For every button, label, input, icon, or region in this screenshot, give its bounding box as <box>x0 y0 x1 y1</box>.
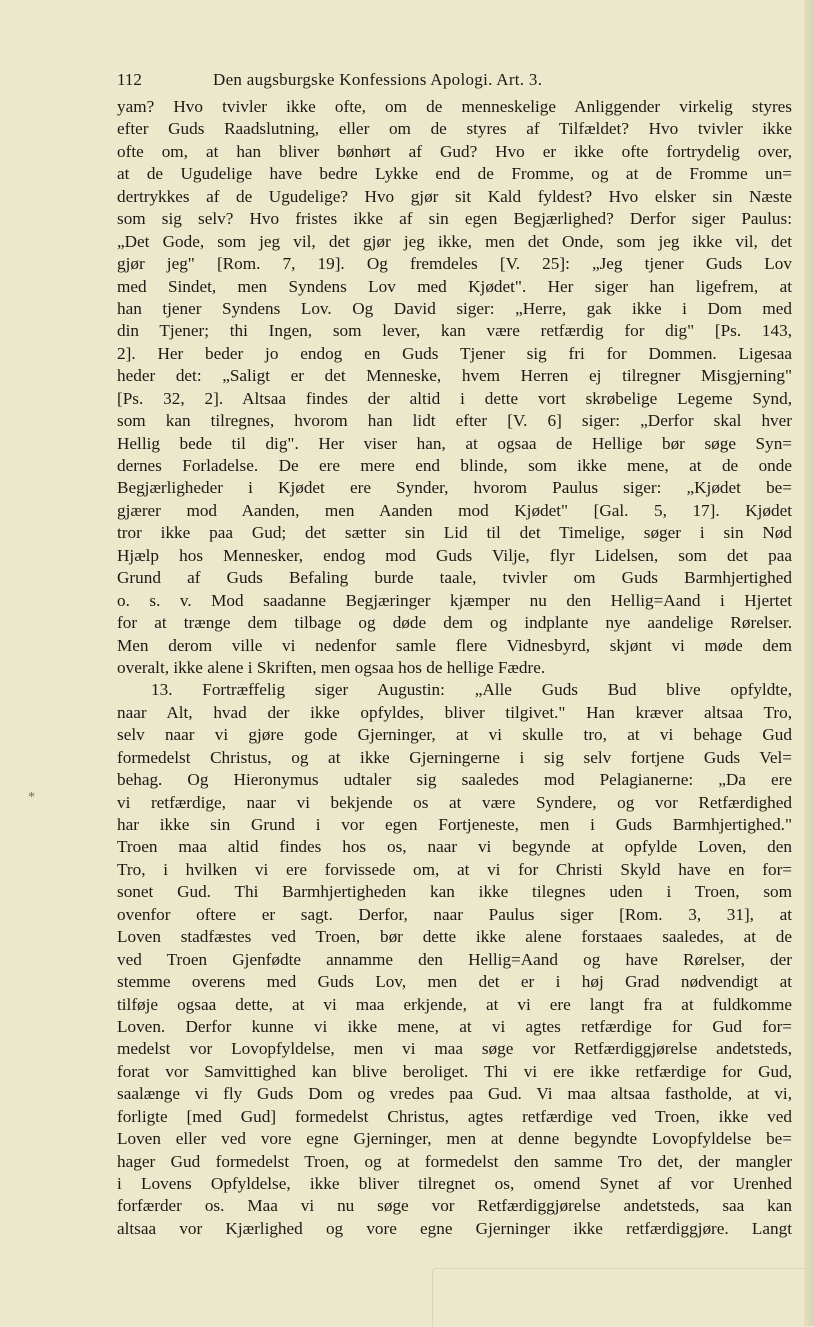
running-title: Den augsburgske Konfessions Apologi. Art. 3. <box>213 70 543 89</box>
text-line: altsaa vor Kjærlighed og vore egne Gjerninger ikke retfærdiggjøre. Langt <box>117 1218 792 1238</box>
text-line: forfærder os. Maa vi nu søge vor Retfærdiggjørelse andetsteds, saa kan <box>117 1196 792 1216</box>
text-line: tilføje ogsaa dette, at vi maa erkjende, at vi ere langt fra at fuldkomme <box>117 994 792 1014</box>
text-line: Begjærligheder i Kjødet ere Synder, hvorom Paulus siger: „Kjødet be= <box>117 478 792 498</box>
text-line: vi retfærdige, naar vi bekjende os at være Syndere, og vor Retfærdighed <box>117 792 792 812</box>
text-line: heder det: „Saligt er det Menneske, hvem Herren ej tilregner Misgjerning" <box>117 366 792 386</box>
text-line: tror ikke paa Gud; det sætter sin Lid til det Timelige, søger i sin Nød <box>117 523 792 543</box>
page-number: 112 <box>117 70 142 89</box>
text-line: overalt, ikke alene i Skriften, men ogsaa hos de hellige Fædre. <box>117 657 546 677</box>
text-line: Troen maa altid findes hos os, naar vi begynde at opfylde Loven, den <box>117 837 792 857</box>
page-edge <box>804 0 814 1326</box>
paper-tab <box>432 1268 814 1327</box>
text-line: efter Guds Raadslutning, eller om de styres af Tilfældet? Hvo tvivler ikke <box>117 119 792 139</box>
text-line: selv naar vi gjøre gode Gjerninger, at vi skulle tro, at vi behage Gud <box>117 725 792 745</box>
text-line: ovenfor oftere er sagt. Derfor, naar Paulus siger [Rom. 3, 31], at <box>117 904 792 924</box>
page-header <box>117 70 792 94</box>
text-line: o. s. v. Mod saadanne Begjæringer kjæmper nu den Hellig=Aand i Hjertet <box>117 590 792 610</box>
text-line: formedelst Christus, og at ikke Gjerningerne i sig selv fortjene Guds Vel= <box>117 747 792 767</box>
text-line: Loven eller ved vore egne Gjerninger, men at denne begyndte Lovopfyldelse be= <box>117 1129 792 1149</box>
text-line: naar Alt, hvad der ikke opfyldes, bliver tilgivet." Han kræver altsaa Tro, <box>117 702 792 722</box>
text-line: gjærer mod Aanden, men Aanden mod Kjødet" [Gal. 5, 17]. Kjødet <box>117 500 792 520</box>
text-line: 13. Fortræffelig siger Augustin: „Alle Guds Bud blive opfyldte, <box>151 680 792 700</box>
text-line: din Tjener; thi Ingen, som lever, kan være retfærdig for dig" [Ps. 143, <box>117 321 792 341</box>
text-line: behag. Og Hieronymus udtaler sig saaledes mod Pelagianerne: „Da ere <box>117 770 792 790</box>
text-line: i Lovens Opfyldelse, ikke bliver tilregnet os, omend Synet af vor Urenhed <box>117 1174 792 1193</box>
text-line: gjør jeg" [Rom. 7, 19]. Og fremdeles [V. 25]: „Jeg tjener Guds Lov <box>117 254 792 274</box>
text-line: sonet Gud. Thi Barmhjertigheden kan ikke tilegnes uden i Troen, som <box>117 882 792 902</box>
text-line: Tro, i hvilken vi ere forvissede om, at vi for Christi Skyld have en for= <box>117 859 792 879</box>
text-line: for at trænge dem tilbage og døde dem og indplante nye aandelige Rørelser. <box>117 613 792 633</box>
text-line: har ikke sin Grund i vor egen Fortjeneste, men i Guds Barmhjertighed." <box>117 815 792 834</box>
text-line: ofte om, at han bliver bønhørt af Gud? Hvo er ikke ofte fortrydelig over, <box>117 141 792 161</box>
text-line: Loven. Derfor kunne vi ikke mene, at vi agtes retfærdige for Gud for= <box>117 1016 792 1036</box>
text-line: som kan tilregnes, hvorom han lidt efter [V. 6] siger: „Derfor skal hver <box>117 411 792 431</box>
text-line: dernes Forladelse. De ere mere end blinde, som ikke mene, at de onde <box>117 456 792 475</box>
text-line: Hellig bede til dig". Her viser han, at ogsaa de Hellige bør søge Syn= <box>117 433 792 453</box>
text-line: yam? Hvo tvivler ikke ofte, om de menneskelige Anliggender virkelig styres <box>117 97 792 116</box>
text-line: ved Troen Gjenfødte annamme den Hellig=Aand og have Rørelser, der <box>117 949 792 969</box>
text-line: Grund af Guds Befaling burde taale, tvivler om Guds Barmhjertighed <box>117 568 792 588</box>
text-line: medelst vor Lovopfyldelse, men vi maa søge vor Retfærdiggjørelse andetsteds, <box>117 1039 792 1059</box>
text-line: hager Gud formedelst Troen, og at formedelst den samme Tro det, der mangler <box>117 1151 792 1171</box>
text-line: Loven stadfæstes ved Troen, bør dette ikke alene forstaaes saaledes, at de <box>117 927 792 947</box>
text-line: Men derom ville vi nedenfor samle flere Vidnesbyrd, skjønt vi møde dem <box>117 635 792 655</box>
text-line: med Sindet, men Syndens Lov med Kjødet". Her siger han ligefrem, at <box>117 276 792 296</box>
margin-mark: * <box>28 790 35 805</box>
text-line: stemme overens med Guds Lov, men det er i høj Grad nødvendigt at <box>117 972 792 992</box>
text-line: „Det Gode, som jeg vil, det gjør jeg ikke, men det Onde, som jeg ikke vil, det <box>117 231 792 251</box>
text-line: forat vor Samvittighed kan blive beroliget. Thi vi ere ikke retfærdige for Gud, <box>117 1061 792 1081</box>
text-line: han tjener Syndens Lov. Og David siger: „Herre, gak ikke i Dom med <box>117 298 792 318</box>
body-text <box>117 96 792 1240</box>
text-line: forligte [med Gud] formedelst Christus, agtes retfærdige ved Troen, ikke ved <box>117 1106 792 1126</box>
text-line: som sig selv? Hvo fristes ikke af sin egen Begjærlighed? Derfor siger Paulus: <box>117 209 792 229</box>
text-line: saalænge vi fly Guds Dom og vredes paa Gud. Vi maa altsaa fastholde, at vi, <box>117 1084 792 1104</box>
text-line: at de Ugudelige have bedre Lykke end de Fromme, og at de Fromme un= <box>117 164 792 184</box>
text-line: [Ps. 32, 2]. Altsaa findes der altid i dette vort skrøbelige Legeme Synd, <box>117 388 792 408</box>
text-line: dertrykkes af de Ugudelige? Hvo gjør sit Kald fyldest? Hvo elsker sin Næste <box>117 186 792 206</box>
text-line: Hjælp hos Mennesker, endog mod Guds Vilje, flyr Lidelsen, som det paa <box>117 545 792 565</box>
text-line: 2]. Her beder jo endog en Guds Tjener sig fri for Dommen. Ligesaa <box>117 343 792 363</box>
